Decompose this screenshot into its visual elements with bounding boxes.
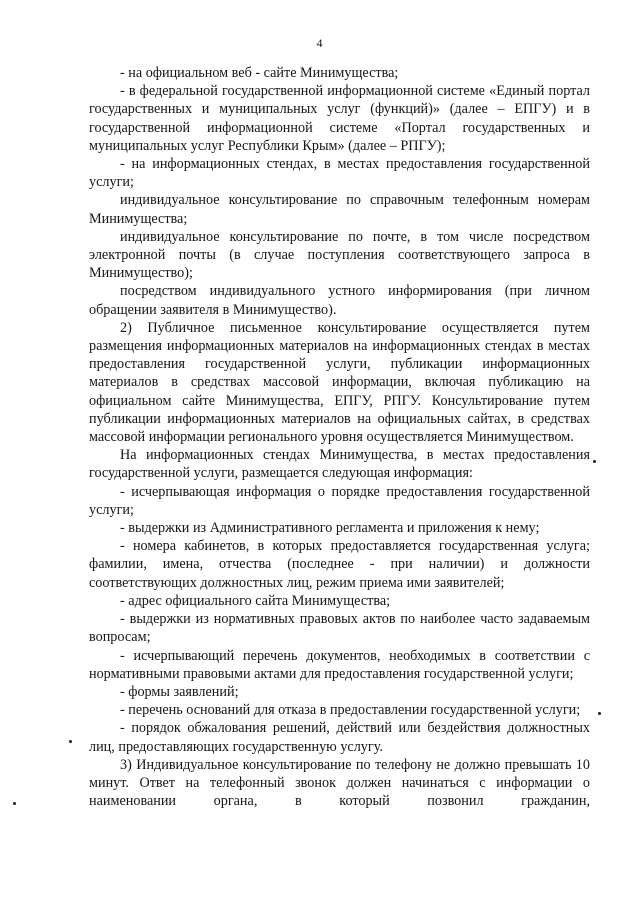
document-body bbox=[89, 64, 590, 810]
paragraph: 3) Индивидуальное консультирование по телефону не должно превышать 10 минут. Ответ на телефонный звонок должен начинаться с информации о наименовании органа, в который позвонил гражданин, bbox=[89, 756, 590, 810]
page-number: 4 bbox=[316, 36, 323, 50]
paragraph: - на официальном веб - сайте Минимущества; bbox=[120, 65, 399, 81]
paragraph: - на информационных стендах, в местах предоставления государственной услуги; bbox=[89, 156, 590, 191]
paragraph: посредством индивидуального устного информирования (при личном обращении заявителя в Минимущество). bbox=[89, 283, 590, 318]
paragraph: - в федеральной государственной информационной системе «Единый портал государственных и муниципальных услуг (функций)» (далее – ЕПГУ) и в государственной информационной системе «Портал государственных и муниципальных услуг Республики Крым» (далее – РПГУ); bbox=[89, 83, 590, 154]
paragraph: индивидуальное консультирование по справочным телефонным номерам Минимущества; bbox=[89, 192, 590, 227]
paragraph: индивидуальное консультирование по почте, в том числе посредством электронной почты (в случае поступления соответствующего запроса в Минимущество); bbox=[89, 228, 590, 282]
paragraph: - порядок обжалования решений, действий или бездействия должностных лиц, предоставляющих государственную услугу. bbox=[89, 720, 590, 755]
paragraph: - выдержки из Административного регламента и приложения к нему; bbox=[120, 520, 540, 537]
paragraph: - адрес официального сайта Минимущества; bbox=[120, 592, 391, 609]
scan-speck-mark bbox=[593, 460, 596, 463]
scan-speck-mark bbox=[13, 802, 16, 805]
paragraph: - исчерпывающий перечень документов, необходимых в соответствии с нормативными правовыми актами для предоставления государственной услуги; bbox=[89, 647, 590, 682]
scan-speck-mark bbox=[598, 712, 601, 715]
paragraph: - формы заявлений; bbox=[120, 683, 239, 700]
scan-speck-mark bbox=[69, 740, 72, 743]
paragraph: На информационных стендах Минимущества, в местах предоставления государственной услуги, размещается следующая информация: bbox=[89, 447, 590, 482]
paragraph: - номера кабинетов, в которых предоставляется государственная услуга; фамилии, имена, отчества (последнее - при наличии) и должности соответствующих должностных лиц, режим приема ими заявителей; bbox=[89, 538, 590, 591]
paragraph: - выдержки из нормативных правовых актов по наиболее часто задаваемым вопросам; bbox=[89, 611, 590, 646]
paragraph: - исчерпывающая информация о порядке предоставления государственной услуги; bbox=[89, 483, 590, 518]
paragraph: 2) Публичное письменное консультирование осуществляется путем размещения информационных материалов на информационных стендах в местах предоставления государственной услуги, публикации информационных материалов в средствах массовой информации, включая публикацию на официальном сайте Минимущества, ЕПГУ, РПГУ. Консультирование путем публикации информационных материалов на официальных сайтах, в средствах массовой информации регионального уровня осуществляется Минимуществом. bbox=[89, 319, 590, 446]
paragraph: - перечень оснований для отказа в предоставлении государственной услуги; bbox=[120, 702, 581, 719]
